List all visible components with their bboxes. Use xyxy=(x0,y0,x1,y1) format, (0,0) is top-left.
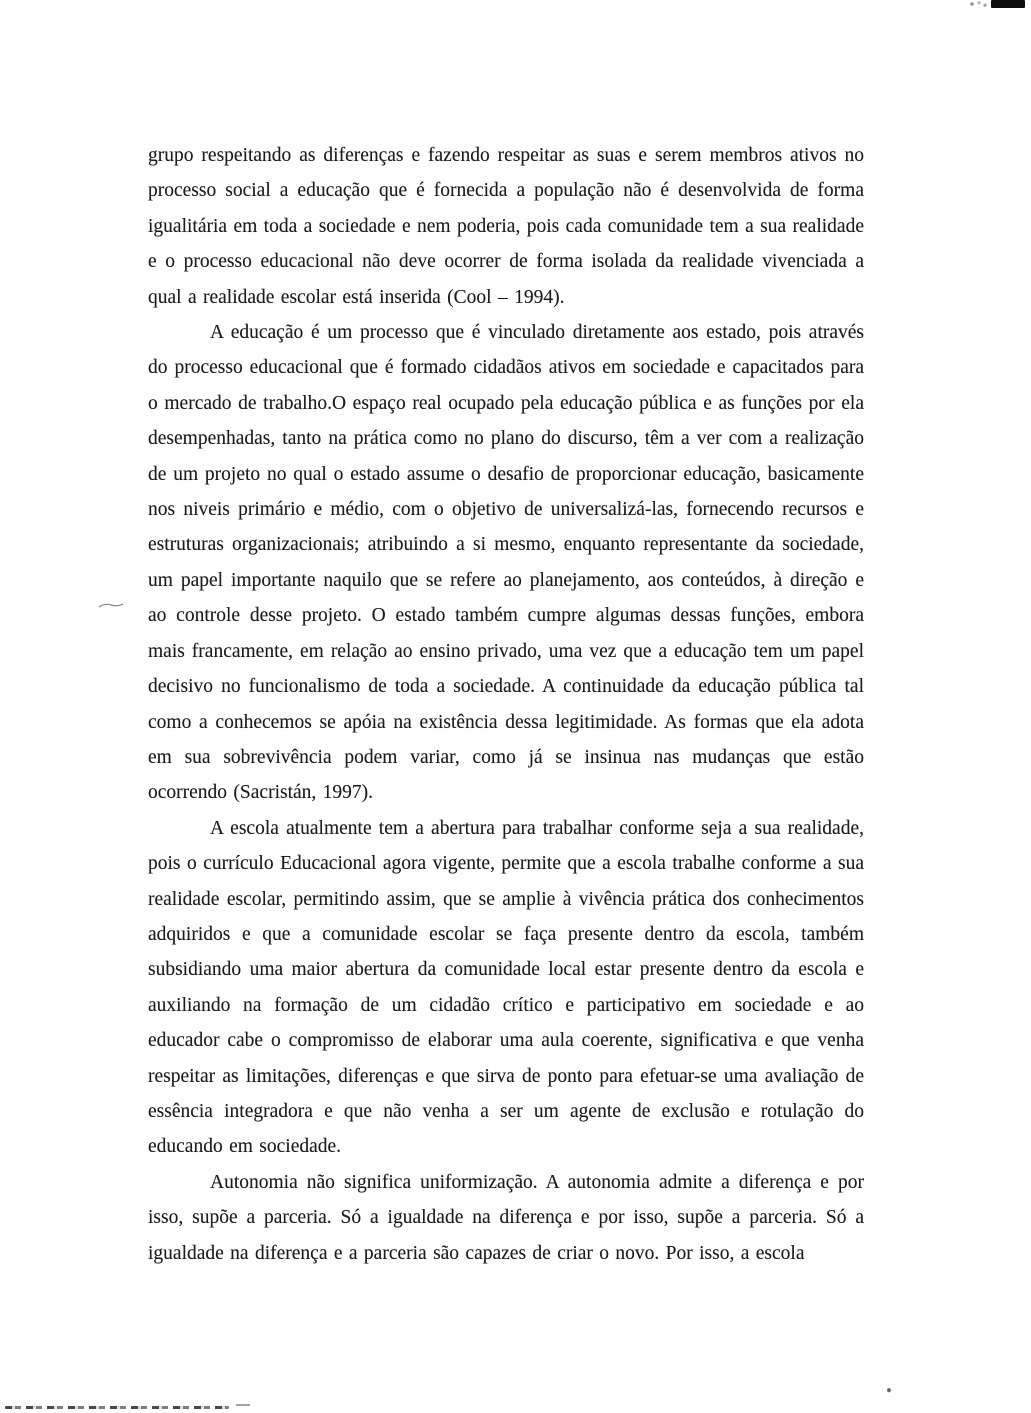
scan-specks-artifact xyxy=(968,1,988,7)
paragraph-escola-abertura: A escola atualmente tem a abertura para trabalhar conforme seja a sua realidade, pois o currículo Educacional agora vigente, permite que a escola trabalhe conforme a sua realidade escolar, permitindo assim, que se amplie à vivência prática dos conhecimentos adquiridos e que a comunidade escolar se faça presente dentro da escola, também subsidiando uma maior abertura da comunidade local estar presente dentro da escola e auxiliando na formação de um cidadão crítico e participativo em sociedade e ao educador cabe o compromisso de elaborar uma aula coerente, significativa e que venha respeitar as limitações, diferenças e que sirva de ponto para efetuar-se uma avaliação de essência integradora e que não venha a ser um agente de exclusão e rotulação do educando em sociedade. xyxy=(148,817,864,1158)
bottom-dash-extra-artifact xyxy=(236,1404,250,1406)
paragraph-educacao-processo: A educação é um processo que é vinculado diretamente aos estado, pois através do processo educacional que é formado cidadãos ativos em sociedade e capacitados para o mercado de trabalho.O espaço real ocupado pela educação pública e as funções por ela desempenhadas, tanto na prática como no plano do discurso, têm a ver com a realização de um projeto no qual o estado assume o desafio de proporcionar educação, basicamente nos niveis primário e médio, com o objetivo de universalizá-las, fornecendo recursos e estruturas organizacionais; atribuindo a si mesmo, enquanto representante da sociedade, um papel importante naquilo que se refere ao planejamento, aos conteúdos, à direção e ao controle desse projeto. O estado também cumpre algumas dessas funções, embora mais francamente, em relação ao ensino privado, uma vez que a educação tem um papel decisivo no funcionalismo de toda a sociedade. A continuidade da educação pública tal como a conhecemos se apóia na existência dessa legitimidade. As formas que ela adota em sua sobrevivência podem variar, como já se insinua nas mudanças que estão ocorrendo (Sacristán, 1997). xyxy=(148,322,864,804)
bottom-dashed-line-artifact xyxy=(5,1406,229,1409)
ink-speck-artifact xyxy=(887,1386,892,1393)
paragraph-autonomia: Autonomia não significa uniformização. A autonomia admite a diferença e por isso, supõe a parceria. Só a igualdade na diferença e por isso, supõe a parceria. Só a igualdade na diferença e a parceria são capazes de criar o novo. Por isso, a escola xyxy=(148,1171,864,1264)
paragraph-continuation: grupo respeitando as diferenças e fazendo respeitar as suas e serem membros ativos no processo social a educação que é fornecida a população não é desenvolvida de forma igualitária em toda a sociedade e nem poderia, pois cada comunidade tem a sua realidade e o processo educacional não deve ocorrer de forma isolada da realidade vivenciada a qual a realidade escolar está inserida (Cool – 1994). xyxy=(148,145,864,308)
scan-ink-bar-artifact xyxy=(991,0,1025,8)
margin-pen-mark-artifact xyxy=(97,598,125,610)
document-text-block xyxy=(148,138,864,1271)
